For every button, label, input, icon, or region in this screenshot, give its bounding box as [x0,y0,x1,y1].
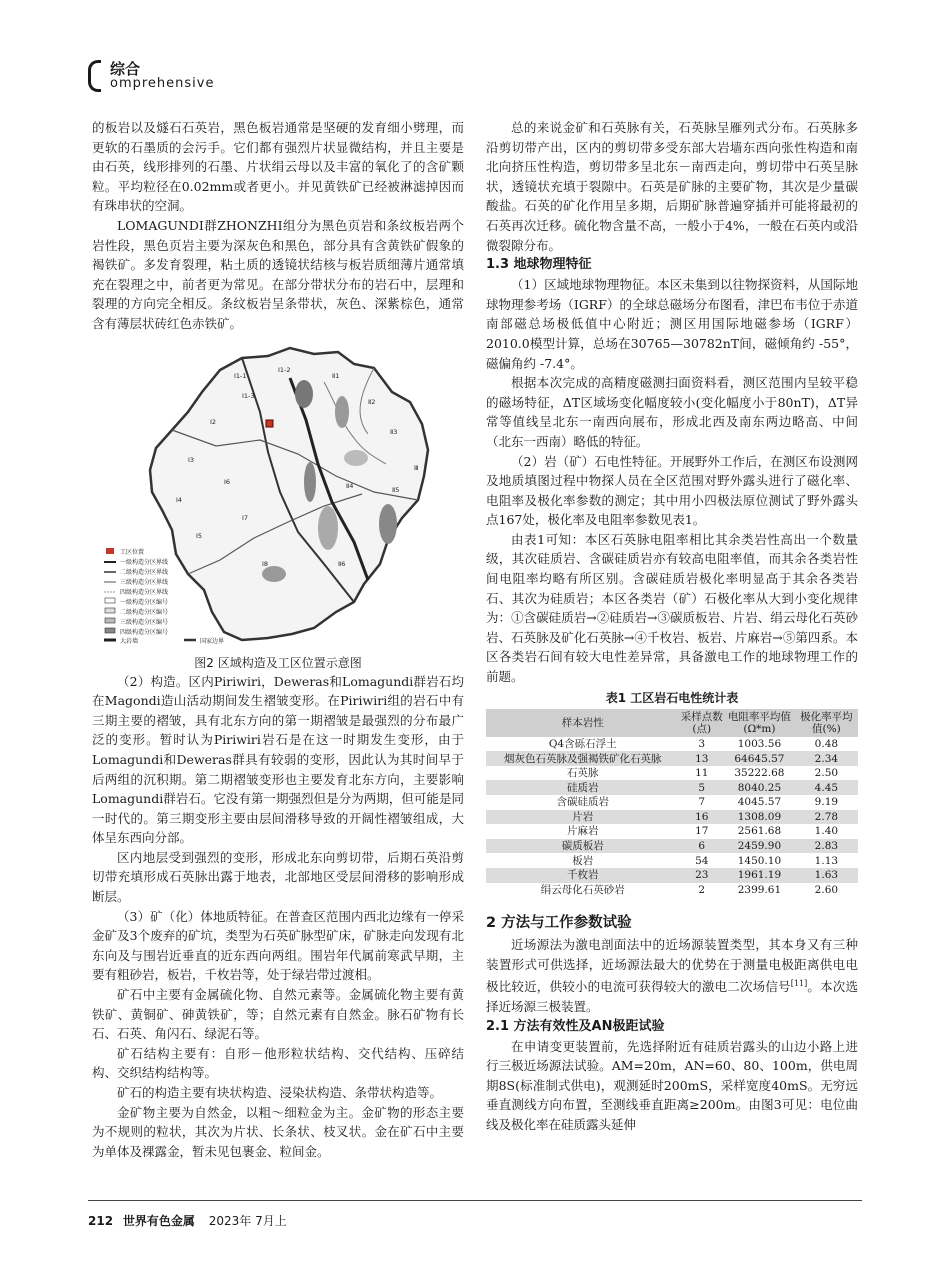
region-label: Ⅰ1-1 [234,371,247,380]
table-cell: 1308.09 [724,810,795,825]
region-label: Ⅰ3 [188,455,195,464]
journal-name: 世界有色金属 [122,1214,195,1228]
table-row [486,868,858,883]
paragraph-text: 。本次选择近场源三极装置。 [486,979,858,1015]
region-label: Ⅱ4 [346,481,354,490]
table-header: 极化率平均值(%) [795,709,858,737]
table-cell: 1.63 [795,868,858,883]
figure-2-map [92,342,464,650]
table-cell: 3 [698,737,706,750]
legend-swatch [106,548,114,554]
region-label: Ⅱ1 [332,371,340,380]
paragraph: （1）区域地球物理物征。本区未集到以往物探资料，从国际地球物理参考场（IGRF）的全球总磁场分布图看，津巴布韦位于赤道南部磁总场极低值中心附近；测区用国际地磁参场（IGRF）2010.0模型计算，总场在30765—30782nT间，磁倾角约 -55°，磁偏角约 -7.4°。 [486,277,858,371]
table-row [486,883,858,898]
paragraph: 在申请变更装置前，先选择附近有硅质岩露头的山边小路上进行三极近场源法试验。AM=20m，AN=60、80、100m，供电周期8S(标准制式供电)，观测延时200mS，采样宽度40mS。无穷远垂直测线方向布置，至测线垂直距离≥200m。由图3可见：电位曲线及极化率在硅质露头延伸 [486,1038,858,1133]
table-row [486,810,858,825]
table-cell: 片岩 [486,810,679,825]
paragraph: 总的来说金矿和石英脉有关，石英脉呈雁列式分布。石英脉多沿剪切带产出，区内的剪切带多受东部大岩墙东西向张性构造和南北向挤压性构造，剪切带多呈北东－南西走向，剪切带中石英呈脉状，透镜状充填于裂隙中。石英是矿脉的主要矿物，其次是少量碳酸盐。石英的矿化作用呈多期，后期矿脉普遍穿插并可能将最初的石英再次迁移。硫化物含量不高，一般小于4%，一般在石英内或沿微裂隙分布。 [486,120,858,253]
legend-swatch [105,598,115,603]
left-column [92,118,464,1161]
table-row [486,795,858,810]
footer-divider [88,1200,862,1201]
table-header: 电阻率平均值(Ω*m) [724,709,795,737]
table-cell: 2 [698,883,706,896]
legend-label: 四级构造分区编号 [120,628,169,636]
paragraph: 根据本次完成的高精度磁测扫面资料看，测区范围内呈较平稳的磁场特征，ΔT区域场变化幅度较小(变化幅度小于80nT)，ΔT异常等值线呈北东一南西向展布，形成北西及南东两边略高、中间（北东一西南）略低的特征。 [486,375,858,449]
right-column [486,118,858,1135]
paragraph: （2）岩（矿）石电性特征。开展野外工作后，在测区布设测网及地质填图过程中物探人员在全区范围对野外露头进行了磁化率、电阻率及极化率参数的测定；其中用小四极法原位测试了野外露头点167处，极化率及电阻率参数见表1。 [486,453,858,528]
table-row [486,853,858,868]
table-cell: 1.13 [814,854,839,867]
region-label: Ⅰ5 [196,531,203,540]
table-body [486,737,858,898]
rock-electrical-table [486,709,858,898]
paragraph: 矿石的构造主要有块状构造、浸染状构造、条带状构造等。 [117,1085,443,1100]
figure-caption: 图2 区域构造及工区位置示意图 [194,655,362,670]
table-cell: 1961.19 [724,868,795,883]
legend-label: 二级构造分区编号 [120,608,169,616]
paragraph: （3）矿（化）体地质特征。在普查区范围内西北边缘有一停采金矿及3个废弃的矿坑，类型为石英矿脉型矿床，矿脉走向发现有北东向及与围岩近垂直的近东西向两组。围岩年代属前寒武早期，主要有粗砂岩，板岩，千枚岩等，处于绿岩带过渡相。 [92,908,464,983]
geology-body [304,462,316,502]
region-label: Ⅰ1-3 [242,391,255,400]
table-cell: 17 [695,825,709,838]
region-label: Ⅱ2 [368,397,376,406]
table-cell: 54 [695,854,709,867]
table-cell: Q4含砾石浮土 [548,737,617,750]
paragraph: LOMAGUNDI群ZHONZHI组分为黑色页岩和条纹板岩两个岩性段，黑色页岩主要为深灰色和黑色，部分具有含黄铁矿假象的褐铁矿。多发育裂理，粘土质的透镜状结核与板岩质细薄片通常填充在裂理之中，前者更为常见。在部分带状分布的岩石中，层理和裂理的方向完全相反。条纹板岩呈条带状，灰色、深紫棕色，通常含有薄层状砖红色赤铁矿。 [92,217,464,331]
geology-body [379,504,397,544]
paragraph: （2）构造。区内Piriwiri，Deweras和Lomagundi群岩石均在Magondi造山活动期间发生褶皱变形。在Piriwiri组的岩石中有三期主要的褶皱，具有北东方向的第一期褶皱是最强烈的分布最广泛的变形。暂时认为Piriwiri岩石是在这一时期发生变形，由于Lomagundi和Deweras群具有较弱的变形，因此认为其时间早于后两组的沉积期。第二期褶皱变形也主要发育北东方向，主要影响Lomagundi群岩石。它没有第一期强烈但是分为两期，但可能是同一时代的。第三期变形主要由层间滑移导致的开阔性褶皱组成，大体呈东西向分部。 [92,673,464,846]
table-cell: 片麻岩 [566,825,599,838]
page-footer [88,1212,287,1229]
table-cell: 板岩 [572,854,594,867]
table-header: 采样点数(点) [680,710,723,735]
paragraph: 矿石结构主要有：自形－他形粒状结构、交代结构、压碎结构、交织结构结构等。 [92,1045,464,1081]
table-cell: 含碳硅质岩 [556,796,609,809]
table-cell: 11 [695,767,709,780]
table-cell: 4045.57 [737,796,782,809]
paragraph: 的板岩以及燧石石英岩，黑色板岩通常是坚硬的发育细小劈理，而更软的石墨质的会污手。它们都有强烈片状显微结构，并且主要是由石英，线形排列的石墨、片状绢云母以及丰富的氧化了的含矿颗粒。平均粒径在0.02mm或者更小。并见黄铁矿已经被淋滤掉因而有珠串状的空洞。 [92,120,464,214]
table-row [486,824,858,839]
section-heading: 1.3 地球物理特征 [486,257,592,273]
table-cell: 千枚岩 [486,868,679,883]
geology-body [295,380,313,408]
table-cell: 2561.68 [737,825,782,838]
legend-swatch [105,618,115,623]
citation: [11] [790,979,808,989]
table-cell: 烟灰色石英脉及强褐铁矿化石英脉 [486,751,679,766]
issue-date: 2023年 7月上 [208,1214,287,1228]
page-number: 212 [88,1214,114,1228]
table-cell: 13 [679,751,724,766]
table-cell: 9.19 [814,796,839,809]
table-cell: 23 [679,868,724,883]
region-map-svg [92,342,464,650]
table-caption: 表1 工区岩石电性统计表 [605,690,739,705]
legend-label: 一级构造分区编号 [120,598,169,606]
region-label: Ⅰ7 [242,513,249,522]
table-cell: 2.83 [795,839,858,854]
section-heading: 2 方法与工作参数试验 [486,915,632,932]
region-label: Ⅰ4 [176,495,183,504]
table-cell: 64645.57 [724,751,795,766]
paragraph: 金矿物主要为自然金，以粗～细粒金为主。金矿物的形态主要为不规则的粒状，其次为片状、长条状、枝叉状。金在矿石中主要为单体及裸露金，暂未见包裹金、粒间金。 [92,1104,464,1159]
geology-body [262,566,286,582]
table-row [486,766,858,781]
table-cell: 2.34 [795,751,858,766]
table-row [486,780,858,795]
table-cell: 16 [679,810,724,825]
legend-label: 一级构造分区界线 [120,558,169,566]
legend-label: 三级构造分区编号 [120,618,169,626]
table-row [486,839,858,854]
region-label: Ⅰ2 [210,417,217,426]
table-cell: 2.50 [814,767,839,780]
table-cell: 1003.56 [737,737,782,750]
region-label: Ⅲ [414,463,419,472]
table-row [486,751,858,766]
section-c-logo [88,60,101,92]
table-cell: 2.78 [795,810,858,825]
paragraph-text: 近场源法为激电剖面法中的近场源装置类型，其本身又有三种装置形式可供选择，近场源法最大的优势在于测量电极距离供电电极比较近，供较小的电流可获得较大的激电二次场信号 [486,937,858,995]
table-cell: 2399.61 [737,883,782,896]
legend-label: 大岩墙 [120,637,139,645]
table-cell: 35222.68 [734,767,785,780]
table-header: 样本岩性 [486,709,679,737]
legend-label: 工区位置 [120,548,145,556]
region-label: Ⅱ3 [390,427,398,436]
section-title-cn: 综合 [110,60,141,78]
table-cell: 8040.25 [724,780,795,795]
table-cell: 2459.90 [724,839,795,854]
region-label: Ⅰ6 [224,477,231,486]
paragraph: 矿石中主要有金属硫化物、自然元素等。金属硫化物主要有黄铁矿、黄铜矿、砷黄铁矿，等；自然元素有自然金。脉石矿物有长石、石英、角闪石、绿泥石等。 [92,987,464,1042]
table-cell: 石英脉 [566,767,599,780]
legend-label: 二级构造分区界线 [120,568,169,576]
paragraph: 区内地层受到强烈的变形，形成北东向剪切带，后期石英沿剪切带充填形成石英脉出露于地表，北部地区受层间滑移的影响形成断层。 [92,849,464,905]
table-cell: 5 [679,780,724,795]
table-cell: 绢云母化石英砂岩 [540,883,625,896]
table-cell: 1450.10 [737,854,782,867]
table-cell: 2.60 [814,883,839,896]
legend-label: 三级构造分区界线 [120,578,169,586]
table-header-row [486,709,858,737]
table-cell: 1.40 [814,825,839,838]
paragraph: 由表1可知：本区石英脉电阻率相比其余类岩性高出一个数量级，其次硅质岩、含碳硅质岩亦有较高电阻率值，而其余各类岩性间电阻率均略有所区别。含碳硅质岩极化率明显高于其余各类岩石、其次为硅质岩；本区各类岩（矿）石极化率从大到小变化规律为：①含碳硅质岩→②硅质岩→③碳质板岩、片岩、绢云母化石英砂岩、石英脉及矿化石英脉→④千枚岩、板岩、片麻岩→⑤第四系。本区各类岩石间有较大电性差异常，具备激电工作的地球物理工作的前题。 [486,531,858,685]
geology-body [318,506,338,550]
table-cell: 4.45 [795,780,858,795]
table-cell: 碳质板岩 [486,839,679,854]
geology-body [335,396,349,428]
legend-label: 国家边界 [200,637,225,645]
work-area-marker [266,420,273,427]
paragraph [486,935,858,1017]
region-label: Ⅱ5 [392,485,400,494]
geology-body [344,450,368,466]
section-heading: 2.1 方法有效性及AN极距试验 [486,1018,665,1034]
legend-swatch [105,608,115,613]
region-label: Ⅰ1-2 [278,365,291,374]
table-cell: 6 [679,839,724,854]
legend-swatch [105,628,115,633]
region-label: Ⅱ6 [338,559,346,568]
table-cell: 0.48 [814,737,839,750]
region-label: Ⅰ8 [262,559,269,568]
section-title-en: omprehensive [110,76,215,91]
legend-label: 四级构造分区界线 [120,588,169,596]
table-row [486,737,858,752]
table-cell: 7 [698,796,706,809]
table-cell: 硅质岩 [486,780,679,795]
